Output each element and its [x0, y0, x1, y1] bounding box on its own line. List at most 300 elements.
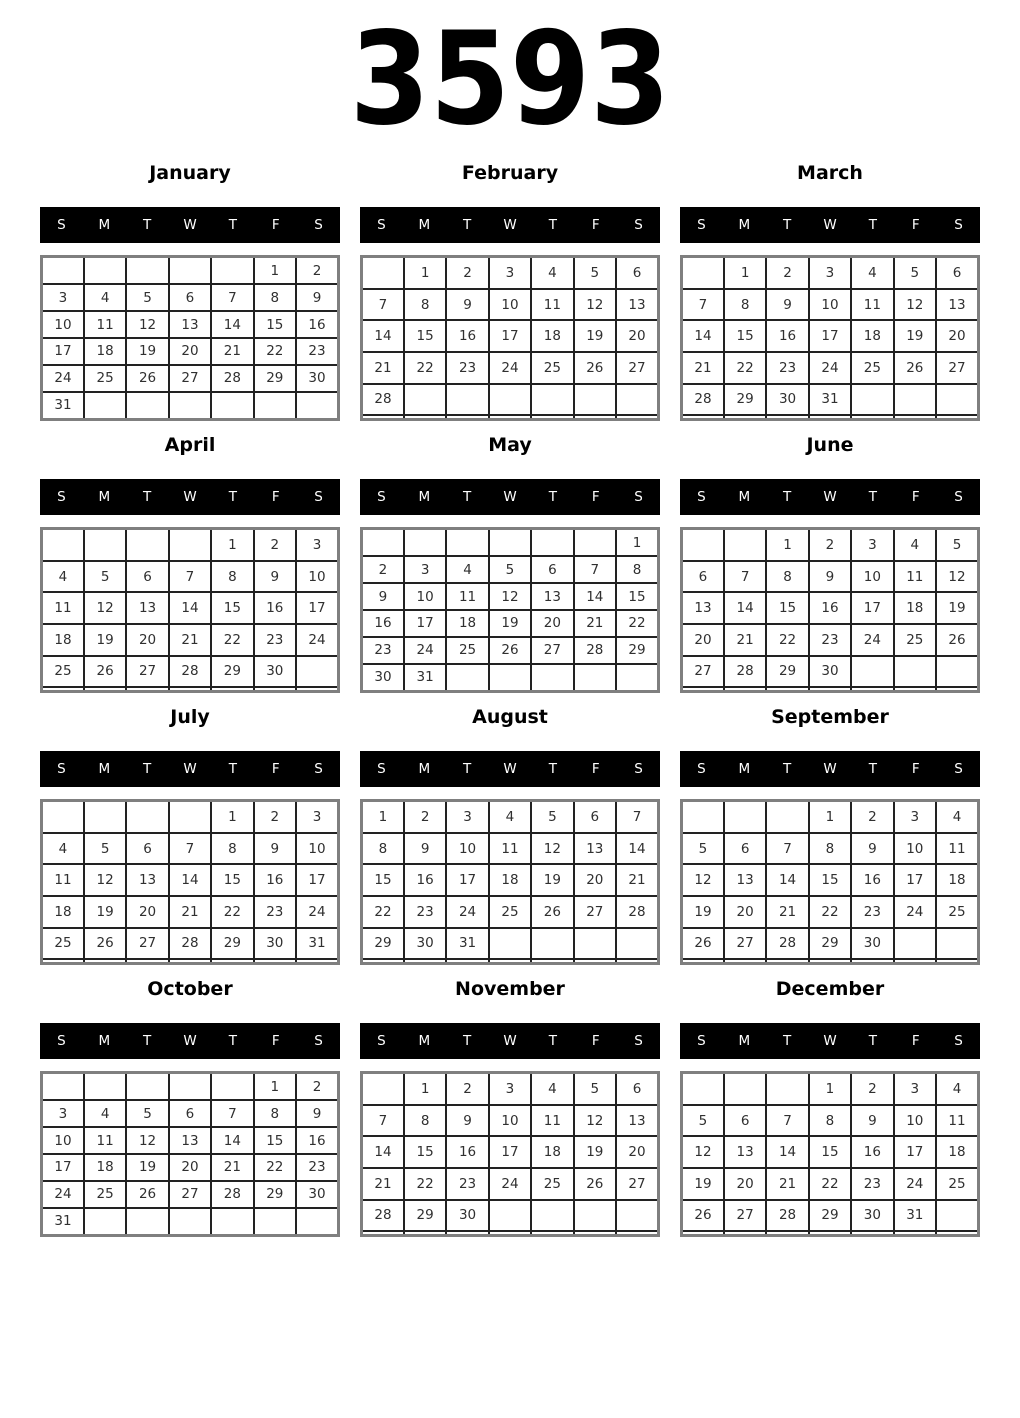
date-cell: 12	[574, 1105, 616, 1137]
date-cell	[531, 1200, 573, 1232]
date-cell	[682, 1073, 724, 1105]
weekday-letter: F	[591, 217, 600, 233]
weekday-letter: T	[548, 1033, 557, 1049]
date-cell: 16	[446, 1136, 488, 1168]
date-cell: 16	[766, 320, 808, 352]
weekday-letter: T	[868, 761, 877, 777]
date-grid	[680, 799, 980, 965]
date-cell: 16	[851, 1136, 893, 1168]
date-cell	[84, 529, 126, 561]
month-title: March	[797, 162, 863, 184]
weekday-letter: S	[634, 1033, 643, 1049]
date-cell	[682, 801, 724, 833]
date-cell: 7	[574, 556, 616, 583]
date-cell: 2	[851, 801, 893, 833]
weekday-letter: W	[823, 489, 837, 505]
date-grid	[680, 255, 980, 421]
date-cell	[169, 392, 211, 420]
date-cell: 8	[404, 289, 446, 321]
week-row	[362, 1136, 659, 1168]
date-grid	[40, 255, 340, 421]
date-cell: 7	[766, 1105, 808, 1137]
weekday-letter: M	[738, 1033, 751, 1049]
date-cell: 9	[851, 833, 893, 865]
month-november	[360, 976, 660, 1237]
date-cell	[574, 415, 616, 419]
weekday-letter: T	[548, 761, 557, 777]
weekday-letter: S	[314, 489, 323, 505]
weekday-letter: M	[738, 761, 751, 777]
date-cell: 23	[362, 637, 404, 664]
date-cell	[84, 959, 126, 963]
weekday-letter: S	[314, 761, 323, 777]
weekday-letter: S	[377, 217, 386, 233]
month-april	[40, 432, 340, 693]
date-cell: 1	[404, 257, 446, 289]
date-cell: 13	[616, 1105, 658, 1137]
date-cell	[766, 959, 808, 963]
date-cell: 24	[809, 352, 851, 384]
date-cell: 14	[616, 833, 658, 865]
week-row	[682, 592, 979, 624]
date-cell: 18	[42, 896, 84, 928]
date-cell: 24	[42, 365, 84, 392]
date-cell	[531, 1231, 573, 1235]
date-cell: 18	[489, 864, 531, 896]
date-cell: 21	[211, 338, 253, 365]
date-cell: 10	[894, 1105, 936, 1137]
date-cell: 9	[296, 1100, 338, 1127]
weekday-letter: S	[57, 1033, 66, 1049]
date-cell: 30	[254, 656, 296, 688]
date-grid	[680, 1071, 980, 1237]
date-cell: 15	[766, 592, 808, 624]
date-cell	[724, 529, 766, 561]
date-cell: 9	[809, 561, 851, 593]
date-cell	[574, 664, 616, 692]
weekday-letter: F	[591, 1033, 600, 1049]
week-row	[362, 896, 659, 928]
date-grid	[40, 527, 340, 693]
weekday-letter: W	[183, 761, 197, 777]
date-cell	[84, 1073, 126, 1101]
month-title: January	[149, 162, 231, 184]
date-cell	[446, 415, 488, 419]
weekday-header	[680, 207, 980, 243]
weekday-letter: F	[271, 1033, 280, 1049]
date-cell	[169, 801, 211, 833]
week-row	[362, 1168, 659, 1200]
weekday-letter: M	[418, 217, 431, 233]
date-cell: 2	[296, 257, 338, 285]
weekday-letter: F	[911, 217, 920, 233]
date-cell: 11	[42, 864, 84, 896]
month-october	[40, 976, 340, 1237]
date-cell	[724, 1231, 766, 1235]
date-cell: 16	[362, 610, 404, 637]
date-cell	[84, 687, 126, 691]
date-cell: 25	[489, 896, 531, 928]
date-cell: 26	[531, 896, 573, 928]
date-cell: 20	[574, 864, 616, 896]
weekday-letter: T	[143, 217, 152, 233]
week-row	[362, 384, 659, 416]
week-row	[42, 1154, 339, 1181]
date-cell: 9	[254, 561, 296, 593]
date-cell	[84, 801, 126, 833]
date-cell: 17	[42, 338, 84, 365]
months-grid	[0, 160, 1020, 1237]
date-cell	[84, 1208, 126, 1236]
date-cell	[296, 687, 338, 691]
date-cell: 27	[936, 352, 978, 384]
week-row	[42, 801, 339, 833]
date-cell: 14	[362, 320, 404, 352]
date-cell: 31	[296, 928, 338, 960]
weekday-letter: T	[548, 489, 557, 505]
week-row	[42, 959, 339, 963]
date-cell: 6	[616, 1073, 658, 1105]
week-row	[42, 1181, 339, 1208]
date-cell: 21	[682, 352, 724, 384]
date-cell	[851, 1231, 893, 1235]
date-cell	[616, 959, 658, 963]
date-cell: 24	[446, 896, 488, 928]
date-cell: 19	[682, 896, 724, 928]
date-cell: 12	[936, 561, 978, 593]
date-cell	[809, 687, 851, 691]
date-cell: 17	[489, 320, 531, 352]
date-cell: 29	[616, 637, 658, 664]
date-cell: 17	[42, 1154, 84, 1181]
date-cell: 6	[126, 833, 168, 865]
date-cell: 8	[211, 833, 253, 865]
date-cell: 10	[894, 833, 936, 865]
week-row	[682, 1136, 979, 1168]
date-cell: 9	[404, 833, 446, 865]
date-cell: 14	[169, 864, 211, 896]
week-row	[362, 1200, 659, 1232]
date-cell: 13	[126, 864, 168, 896]
date-cell: 9	[362, 583, 404, 610]
date-cell: 7	[616, 801, 658, 833]
date-cell: 4	[42, 561, 84, 593]
date-cell: 29	[766, 656, 808, 688]
date-cell: 11	[489, 833, 531, 865]
date-cell: 29	[362, 928, 404, 960]
month-title: August	[472, 706, 548, 728]
date-cell: 28	[211, 1181, 253, 1208]
weekday-letter: S	[377, 761, 386, 777]
date-cell: 4	[894, 529, 936, 561]
date-cell: 22	[404, 1168, 446, 1200]
week-row	[682, 1168, 979, 1200]
date-cell: 6	[169, 284, 211, 311]
month-title: February	[461, 162, 559, 184]
week-row	[682, 1200, 979, 1232]
date-cell: 25	[851, 352, 893, 384]
date-cell: 21	[169, 896, 211, 928]
date-cell: 11	[446, 583, 488, 610]
date-cell: 10	[42, 1127, 84, 1154]
week-row	[362, 610, 659, 637]
weekday-letter: F	[591, 761, 600, 777]
month-july	[40, 704, 340, 965]
date-cell	[362, 959, 404, 963]
weekday-header	[40, 751, 340, 787]
date-cell	[489, 959, 531, 963]
week-row	[682, 320, 979, 352]
date-cell: 16	[446, 320, 488, 352]
date-cell: 2	[446, 1073, 488, 1105]
date-cell: 14	[766, 864, 808, 896]
date-cell: 20	[616, 1136, 658, 1168]
date-cell: 27	[169, 365, 211, 392]
date-cell: 5	[531, 801, 573, 833]
month-title: June	[806, 434, 854, 456]
date-cell	[362, 415, 404, 419]
date-cell: 24	[296, 896, 338, 928]
date-cell: 30	[404, 928, 446, 960]
week-row	[682, 352, 979, 384]
week-row	[362, 928, 659, 960]
date-cell: 27	[126, 928, 168, 960]
week-row	[682, 384, 979, 416]
weekday-letter: W	[823, 761, 837, 777]
week-row	[682, 1073, 979, 1105]
date-cell: 26	[894, 352, 936, 384]
weekday-letter: T	[783, 761, 792, 777]
weekday-letter: F	[271, 489, 280, 505]
date-cell: 12	[489, 583, 531, 610]
date-cell: 13	[169, 311, 211, 338]
date-cell: 19	[531, 864, 573, 896]
date-cell	[809, 1231, 851, 1235]
date-cell: 13	[126, 592, 168, 624]
weekday-header	[360, 479, 660, 515]
date-cell: 9	[766, 289, 808, 321]
date-cell	[894, 959, 936, 963]
date-cell: 11	[531, 289, 573, 321]
week-row	[682, 289, 979, 321]
date-cell: 28	[682, 384, 724, 416]
date-cell: 7	[362, 1105, 404, 1137]
date-cell: 28	[616, 896, 658, 928]
date-cell	[211, 959, 253, 963]
date-cell: 2	[809, 529, 851, 561]
date-cell: 15	[254, 311, 296, 338]
date-cell: 17	[446, 864, 488, 896]
date-cell: 4	[446, 556, 488, 583]
date-cell: 1	[724, 257, 766, 289]
date-cell: 27	[682, 656, 724, 688]
date-cell	[574, 928, 616, 960]
date-cell: 8	[211, 561, 253, 593]
week-row	[42, 833, 339, 865]
date-cell: 13	[574, 833, 616, 865]
date-cell	[616, 928, 658, 960]
date-cell	[616, 415, 658, 419]
date-cell: 28	[211, 365, 253, 392]
date-cell	[766, 1073, 808, 1105]
date-cell	[404, 384, 446, 416]
week-row	[362, 1105, 659, 1137]
date-cell: 5	[574, 257, 616, 289]
date-cell: 12	[574, 289, 616, 321]
weekday-letter: T	[143, 489, 152, 505]
weekday-letter: M	[738, 217, 751, 233]
weekday-letter: W	[823, 1033, 837, 1049]
date-cell: 5	[682, 1105, 724, 1137]
date-cell	[531, 529, 573, 557]
date-cell: 6	[616, 257, 658, 289]
weekday-header	[40, 207, 340, 243]
date-cell: 23	[446, 352, 488, 384]
date-cell	[42, 1073, 84, 1101]
date-cell	[296, 392, 338, 420]
date-cell: 21	[766, 1168, 808, 1200]
date-cell: 16	[296, 311, 338, 338]
date-cell	[766, 687, 808, 691]
date-cell: 12	[126, 311, 168, 338]
date-cell	[404, 529, 446, 557]
date-cell: 26	[682, 928, 724, 960]
month-august	[360, 704, 660, 965]
date-cell: 19	[126, 338, 168, 365]
date-cell: 10	[296, 561, 338, 593]
date-cell: 15	[809, 864, 851, 896]
date-cell	[126, 687, 168, 691]
date-cell: 22	[724, 352, 766, 384]
date-cell: 30	[809, 656, 851, 688]
date-cell: 18	[84, 1154, 126, 1181]
weekday-letter: T	[228, 217, 237, 233]
date-cell	[936, 415, 978, 419]
date-cell: 11	[42, 592, 84, 624]
week-row	[42, 529, 339, 561]
date-cell: 7	[682, 289, 724, 321]
date-cell: 25	[446, 637, 488, 664]
date-cell: 1	[254, 1073, 296, 1101]
month-title: September	[771, 706, 889, 728]
date-cell: 9	[254, 833, 296, 865]
date-cell: 23	[446, 1168, 488, 1200]
date-cell: 26	[84, 928, 126, 960]
date-cell: 3	[894, 801, 936, 833]
weekday-letter: M	[418, 1033, 431, 1049]
date-cell: 11	[894, 561, 936, 593]
date-cell: 26	[936, 624, 978, 656]
date-cell: 19	[574, 1136, 616, 1168]
date-cell: 12	[682, 864, 724, 896]
week-row	[42, 928, 339, 960]
date-cell: 18	[531, 320, 573, 352]
date-cell: 26	[574, 352, 616, 384]
date-cell: 10	[404, 583, 446, 610]
date-cell: 4	[489, 801, 531, 833]
date-cell: 21	[169, 624, 211, 656]
date-cell: 27	[574, 896, 616, 928]
date-cell: 10	[489, 289, 531, 321]
date-cell: 28	[362, 1200, 404, 1232]
month-title: October	[147, 978, 233, 1000]
date-cell	[489, 529, 531, 557]
date-cell	[851, 687, 893, 691]
date-cell: 15	[254, 1127, 296, 1154]
date-cell	[404, 1231, 446, 1235]
date-cell	[682, 257, 724, 289]
date-cell: 18	[936, 864, 978, 896]
date-cell: 28	[362, 384, 404, 416]
date-cell	[936, 1200, 978, 1232]
date-cell: 24	[404, 637, 446, 664]
date-cell	[616, 1200, 658, 1232]
date-cell: 8	[254, 284, 296, 311]
date-cell: 4	[851, 257, 893, 289]
date-cell	[936, 928, 978, 960]
date-cell: 13	[724, 1136, 766, 1168]
date-cell: 18	[894, 592, 936, 624]
date-cell	[682, 959, 724, 963]
date-cell	[616, 1231, 658, 1235]
date-cell: 20	[531, 610, 573, 637]
date-cell: 26	[126, 365, 168, 392]
date-cell: 19	[894, 320, 936, 352]
weekday-letter: M	[418, 761, 431, 777]
date-cell: 13	[531, 583, 573, 610]
date-cell: 4	[936, 801, 978, 833]
date-grid	[360, 527, 660, 693]
weekday-letter: T	[783, 217, 792, 233]
date-cell: 25	[894, 624, 936, 656]
date-cell	[489, 1231, 531, 1235]
date-cell: 21	[766, 896, 808, 928]
date-cell: 16	[254, 864, 296, 896]
date-cell	[809, 415, 851, 419]
week-row	[362, 352, 659, 384]
date-cell	[169, 959, 211, 963]
date-cell: 30	[851, 1200, 893, 1232]
date-cell: 6	[724, 833, 766, 865]
date-cell: 29	[404, 1200, 446, 1232]
date-cell: 12	[531, 833, 573, 865]
date-cell: 11	[851, 289, 893, 321]
month-september	[680, 704, 980, 965]
date-cell: 5	[489, 556, 531, 583]
date-cell	[296, 1208, 338, 1236]
date-cell: 20	[682, 624, 724, 656]
date-grid	[40, 1071, 340, 1237]
weekday-letter: T	[868, 1033, 877, 1049]
date-cell: 20	[936, 320, 978, 352]
week-row	[682, 656, 979, 688]
week-row	[362, 801, 659, 833]
date-cell: 23	[254, 896, 296, 928]
date-cell	[851, 959, 893, 963]
date-cell: 3	[42, 1100, 84, 1127]
week-row	[42, 392, 339, 420]
week-row	[42, 1208, 339, 1236]
date-cell	[724, 1073, 766, 1105]
weekday-letter: M	[98, 761, 111, 777]
date-cell: 5	[84, 561, 126, 593]
date-cell: 10	[851, 561, 893, 593]
week-row	[42, 257, 339, 285]
date-cell	[574, 1231, 616, 1235]
month-may	[360, 432, 660, 693]
week-row	[682, 896, 979, 928]
date-cell	[616, 384, 658, 416]
